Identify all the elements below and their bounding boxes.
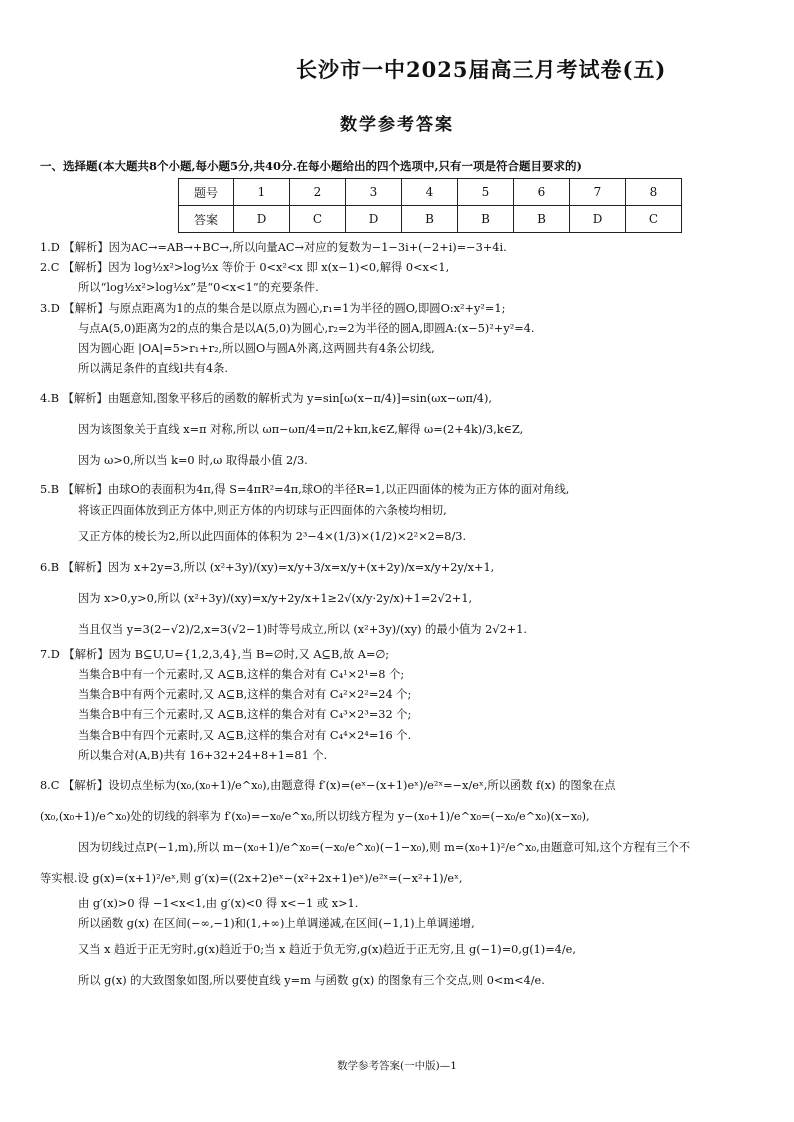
solution-line-s5b: 将该正四面体放到正方体中,则正方体的内切球与正四面体的六条棱均相切, [78,503,447,517]
question-number-cell: 7 [570,179,626,206]
solution-line-s8d: 等实根.设 g(x)=(x+1)²/eˣ,则 g′(x)=((2x+2)eˣ−(x²+2x+1)eˣ)/e²ˣ=(−x²+1)/eˣ, [40,872,463,886]
solution-line-s8f: 所以函数 g(x) 在区间(−∞,−1)和(1,+∞)上单调递减,在区间(−1,1)上单调递增, [78,917,475,931]
solution-line-s6b: 因为 x>0,y>0,所以 (x²+3y)/(xy)=x/y+2y/x+1≥2√(x/y·2y/x)+1=2√2+1, [78,591,473,605]
solution-line-s7a: 7.D 【解析】因为 B⊆U,U={1,2,3,4},当 B=∅时,又 A⊆B,故 A=∅; [40,647,390,661]
table-header-cell: 答案 [179,206,234,233]
question-number-cell: 2 [290,179,346,206]
answer-cell: B [514,206,570,233]
question-number-cell: 5 [458,179,514,206]
solution-line-s3b: 与点A(5,0)距离为2的点的集合是以A(5,0)为圆心,r₂=2为半径的圆A,即圆A:(x−5)²+y²=4. [78,321,535,335]
solution-line-s5a: 5.B 【解析】由球O的表面积为4π,得 S=4πR²=4π,球O的半径R=1,以正四面体的棱为正方体的面对角线, [40,483,570,497]
solution-line-s4b: 因为该图象关于直线 x=π 对称,所以 ωπ−ωπ/4=π/2+kπ,k∈Z,解得 ω=(2+4k)/3,k∈Z, [78,423,524,437]
solution-line-s7f: 所以集合对(A,B)共有 16+32+24+8+1=81 个. [78,748,328,762]
solution-line-s4a: 4.B 【解析】由题意知,图象平移后的函数的解析式为 y=sin[ω(x−π/4)]=sin(ωx−ωπ/4), [40,392,492,406]
solution-line-s8a: 8.C 【解析】设切点坐标为(x₀,(x₀+1)/e^x₀),由题意得 f′(x)=(eˣ−(x+1)eˣ)/e²ˣ=−x/eˣ,所以函数 f(x) 的图象在点 [40,779,616,793]
table-header-cell: 题号 [179,179,234,206]
solution-line-s5c: 又正方体的棱长为2,所以此四面体的体积为 2³−4×(1/3)×(1/2)×2²×2=8/3. [78,529,467,543]
question-number-cell: 4 [402,179,458,206]
solution-line-s8h: 所以 g(x) 的大致图象如图,所以要使直线 y=m 与函数 g(x) 的图象有三个交点,则 0<m<4/e. [78,974,545,988]
answer-cell: C [290,206,346,233]
answer-cell: C [626,206,682,233]
solution-line-s2a: 2.C 【解析】因为 log½x²>log½x 等价于 0<x²<x 即 x(x−1)<0,解得 0<x<1, [40,261,450,275]
solution-line-s2b: 所以“log½x²>log½x”是“0<x<1”的充要条件. [78,281,319,295]
answer-cell: D [570,206,626,233]
solution-line-s8e: 由 g′(x)>0 得 −1<x<1,由 g′(x)<0 得 x<−1 或 x>1. [78,897,359,911]
solution-line-s3c: 因为圆心距 |OA|=5>r₁+r₂,所以圆O与圆A外离,这两圆共有4条公切线, [78,342,435,356]
solution-line-s7e: 当集合B中有四个元素时,又 A⊆B,这样的集合对有 C₄⁴×2⁴=16 个. [78,728,412,742]
solution-line-s8c: 因为切线过点P(−1,m),所以 m−(x₀+1)/e^x₀=(−x₀/e^x₀)(−1−x₀),则 m=(x₀+1)²/e^x₀,由题意可知,这个方程有三个不 [78,841,691,855]
question-number-cell: 6 [514,179,570,206]
page-footer: 数学参考答案(一中版)—1 [337,1060,457,1072]
answer-cell: D [346,206,402,233]
solutions-body [40,238,756,996]
solution-line-s1: 1.D 【解析】因为AC→=AB→+BC→,所以向量AC→对应的复数为−1−3i+(−2+i)=−3+4i. [40,241,507,254]
solution-line-s6c: 当且仅当 y=3(2−√2)/2,x=3(√2−1)时等号成立,所以 (x²+3y)/(xy) 的最小值为 2√2+1. [78,622,527,636]
answer-cell: B [402,206,458,233]
page-subtitle: 数学参考答案 [340,115,454,135]
answer-table-answer-row [179,206,682,233]
solution-line-s4c: 因为 ω>0,所以当 k=0 时,ω 取得最小值 2/3. [78,454,308,468]
page-title: 长沙市一中2025届高三月考试卷(五) [296,57,667,82]
answer-cell: D [234,206,290,233]
question-number-cell: 1 [234,179,290,206]
solution-line-s7b: 当集合B中有一个元素时,又 A⊆B,这样的集合对有 C₄¹×2¹=8 个; [78,668,405,682]
question-number-cell: 3 [346,179,402,206]
answer-cell: B [458,206,514,233]
question-number-cell: 8 [626,179,682,206]
answer-table-number-row [179,179,682,206]
solution-line-s8g: 又当 x 趋近于正无穷时,g(x)趋近于0;当 x 趋近于负无穷,g(x)趋近于正无穷,且 g(−1)=0,g(1)=4/e, [78,943,576,957]
solution-line-s7c: 当集合B中有两个元素时,又 A⊆B,这样的集合对有 C₄²×2²=24 个; [78,688,412,702]
solution-line-s8b: (x₀,(x₀+1)/e^x₀)处的切线的斜率为 f′(x₀)=−x₀/e^x₀,所以切线方程为 y−(x₀+1)/e^x₀=(−x₀/e^x₀)(x−x₀), [40,810,590,824]
solution-line-s3d: 所以满足条件的直线l共有4条. [78,362,228,376]
solution-line-s3a: 3.D 【解析】与原点距离为1的点的集合是以原点为圆心,r₁=1为半径的圆O,即圆O:x²+y²=1; [40,301,506,315]
section-heading: 一、选择题(本大题共8个小题,每小题5分,共40分.在每小题给出的四个选项中,只有一项是符合题目要求的) [40,159,582,173]
solution-line-s7d: 当集合B中有三个元素时,又 A⊆B,这样的集合对有 C₄³×2³=32 个; [78,708,412,722]
solution-line-s6a: 6.B 【解析】因为 x+2y=3,所以 (x²+3y)/(xy)=x/y+3/x=x/y+(x+2y)/x=x/y+2y/x+1, [40,560,495,574]
answer-table [178,178,682,233]
